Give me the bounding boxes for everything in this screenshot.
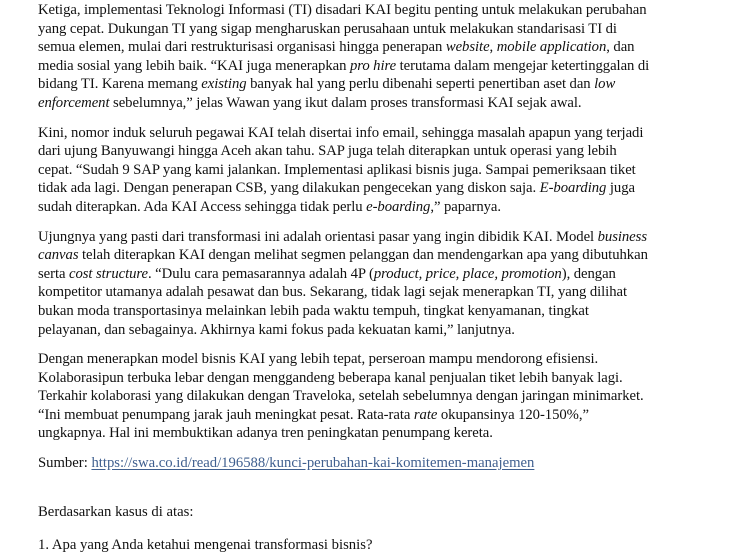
source-line [38, 454, 654, 473]
section-spacer [38, 473, 654, 503]
p2-segment-1: Kini, nomor induk seluruh pegawai KAI telah disertai info email, sehingga masalah apapun yang terjadi dari ujung Banyuwangi hingga Aceh akan tahu. SAP juga telah diterapkan untuk operasi yang lebih cepat. “Sudah 9 SAP yang kami jalankan. Implementasi aplikasi bisnis juga. Sampai pemeriksaan tiket tidak ada lagi. Dengan penerapan CSB, yang dilakukan pengecekan yang diskon saja. [38, 124, 644, 197]
p3-segment-4: ), dengan kompetitor utamanya adalah pesawat dan bus. Sekarang, tidak lagi sejak menerapkan TI, yang dilihat bukan moda transportasinya melainkan lebih pada waktu tempuh, tingkat kenyamanan, tingkat pelayanan, dan sebagainya. Akhirnya kami fokus pada kekuatan kami,” lanjutnya. [38, 265, 627, 338]
paragraph-4 [38, 350, 654, 443]
instruction-text: Berdasarkan kasus di atas: [38, 503, 194, 520]
p3-segment-3: . “Dulu cara pemasarannya adalah 4P ( [148, 265, 374, 282]
p1-italic-pro-hire: pro hire [349, 57, 397, 74]
p3-italic-4p-terms: product, price, place, promotion [373, 265, 562, 282]
p2-segment-3: ,” paparnya. [430, 198, 502, 215]
p1-segment-4: terutama dalam mengejar ketertinggalan di bidang TI. Karena memang [38, 57, 650, 93]
paragraph-2 [38, 124, 654, 217]
p3-italic-business-canvas: business canvas [38, 228, 647, 264]
question-item-1: 1. Apa yang Anda ketahui mengenai transformasi bisnis? [38, 537, 373, 554]
source-label: Sumber: [38, 455, 88, 472]
p4-segment-1: Dengan menerapkan model bisnis KAI yang lebih tepat, perseroan mampu mendorong efisiensi. Kolaborasipun terbuka lebar dengan menggandeng beberapa kanal penjualan tiket lebih banyak lagi. Terkahir kolaborasi yang dilakukan dengan Traveloka, setelah sebelumnya dengan jaringan minimarket. “Ini membuat penumpang jarak jauh meningkat pesat. Rata-rata [38, 351, 644, 423]
document-body [38, 0, 654, 555]
p1-segment-1: Ketiga, implementasi Teknologi Informasi (TI) disadari KAI begitu penting untuk melakukan perubahan yang cepat. Dukungan TI yang sigap mengharuskan perusahaan untuk melakukan standarisasi TI di semua elemen, mulai dari restrukturisasi organisasi hingga penerapan [38, 2, 647, 56]
p2-segment-2: juga sudah diterapkan. Ada KAI Access sehingga tidak perlu [38, 180, 635, 215]
p3-segment-1: Ujungnya yang pasti dari transformasi ini adalah orientasi pasar yang ingin dibidik KAI. Model [38, 228, 598, 245]
p4-segment-2: okupansinya 120-150%,” ungkapnya. Hal ini membuktikan adanya tren peningkatan penumpang kereta. [38, 406, 589, 442]
p1-segment-3: , dan media sosial yang lebih baik. “KAI juga menerapkan [38, 39, 635, 74]
p1-italic-mobile-application: mobile application [496, 39, 607, 56]
p4-italic-rate: rate [413, 406, 438, 423]
p1-segment-6: sebelumnya,” jelas Wawan yang ikut dalam proses transformasi KAI sejak awal. [109, 94, 582, 111]
p1-italic-low-enforcement: low enforcement [38, 76, 616, 111]
paragraph-1 [38, 1, 654, 113]
p2-italic-e-boarding-2: e-boarding [366, 198, 431, 215]
p1-segment-2: , [489, 39, 497, 56]
source-link[interactable]: https://swa.co.id/read/196588/kunci-perubahan-kai-komitemen-manajemen [91, 455, 535, 472]
paragraph-3 [38, 228, 654, 340]
p3-italic-cost-structure: cost structure [69, 265, 149, 282]
p1-italic-website: website [445, 39, 490, 56]
p1-italic-existing: existing [201, 76, 247, 93]
p1-segment-5: banyak hal yang perlu dibenahi seperti penertiban aset dan [246, 76, 595, 93]
p3-segment-2: telah diterapkan KAI dengan melihat segmen pelanggan dan mendengarkan apa yang dibutuhkan serta [38, 247, 648, 282]
p2-italic-e-boarding-1: E-boarding [539, 180, 607, 197]
